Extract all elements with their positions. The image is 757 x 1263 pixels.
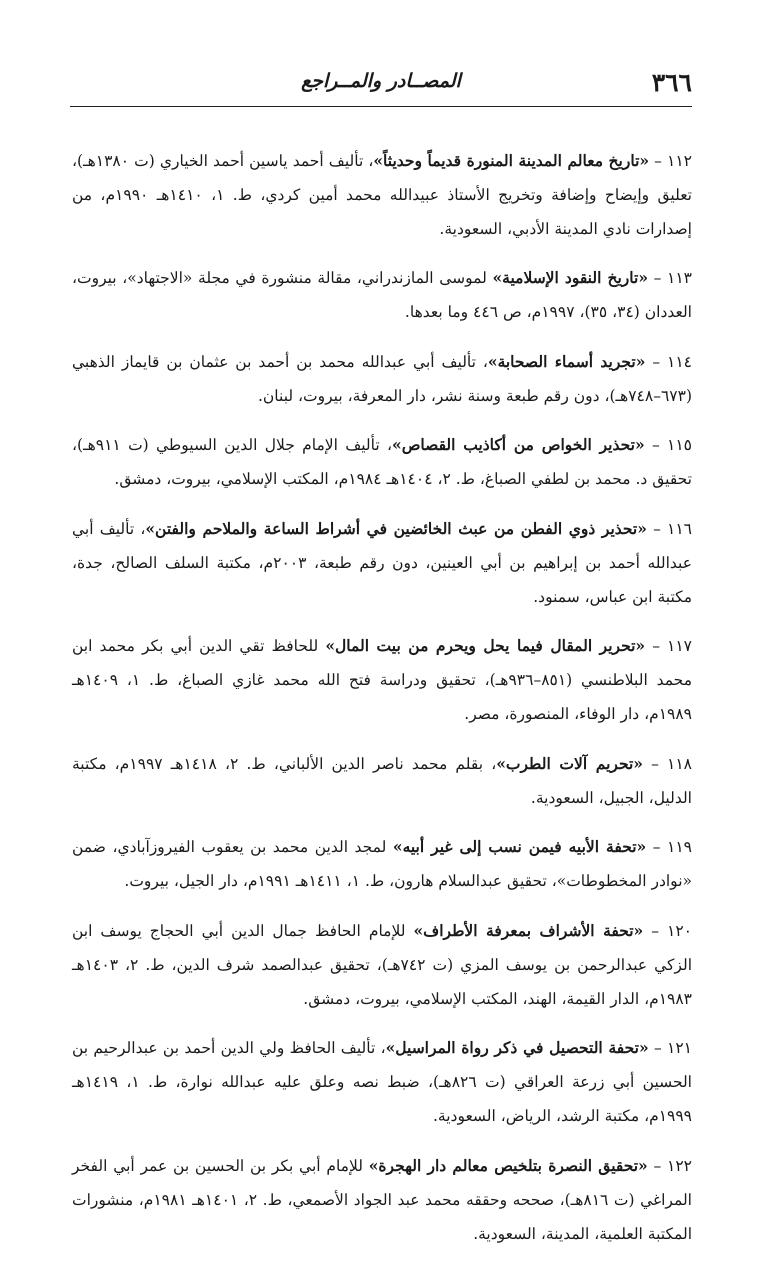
page-number: ٣٦٦ xyxy=(651,68,692,97)
running-title: المصــادر والمــراجع xyxy=(301,70,461,92)
bibliography-entry: ١٢٠ – «تحفة الأشراف بمعرفة الأطراف» للإمام الحافظ جمال الدين أبي الحجاج يوسف ابن الزكي عبدالرحمن بن يوسف المزي (ت ٧٤٢هـ)، تحقيق عبدالصمد شرف الدين، ط. ٢، ١٤٠٣هـ ١٩٨٣م، الدار القيمة، الهند، المكتب الإسلامي، بيروت، دمشق. xyxy=(72,920,692,1008)
entry-details: ، تأليف أبي عبدالله أحمد بن إبراهيم بن أبي العينين، دون رقم طبعة، ٢٠٠٣م، مكتبة السلف الصالح، جدة، مكتبة ابن عباس، سمنود. xyxy=(72,519,692,606)
entry-details: ، بقلم محمد ناصر الدين الألباني، ط. ٢، ١٤١٨هـ ١٩٩٧م، مكتبة الدليل، الجبيل، السعودية. xyxy=(72,754,692,807)
entry-title: «تاريخ معالم المدينة المنورة قديماً وحديثاً» xyxy=(373,150,650,170)
bibliography-entry: ١١٤ – «تجريد أسماء الصحابة»، تأليف أبي عبدالله محمد بن أحمد بن عثمان بن قايماز الذهبي (٦٧٣–٧٤٨هـ)، دون رقم طبعة وسنة نشر، دار المعرفة، بيروت، لبنان. xyxy=(72,351,692,405)
entry-title: «تحذير الخواص من أكاذيب القصاص» xyxy=(392,435,645,454)
entry-details: لمجد الدين محمد بن يعقوب الفيروزآبادي، ضمن «نوادر المخطوطات»، تحقيق عبدالسلام هارون، ط. ١، ١٤١١هـ ١٩٩١م، دار الجيل، بيروت. xyxy=(72,838,692,890)
entry-title: «تحرير المقال فيما يحل ويحرم من بيت المال» xyxy=(325,636,646,655)
entry-details: ، تأليف أبي عبدالله محمد بن أحمد بن عثمان بن قايماز الذهبي (٦٧٣–٧٤٨هـ)، دون رقم طبعة وسنة نشر، دار المعرفة، بيروت، لبنان. xyxy=(72,352,692,405)
entry-title: «تحفة الأشراف بمعرفة الأطراف» xyxy=(413,920,644,940)
entry-number: ١١٣ xyxy=(667,269,693,287)
entry-title: «تجريد أسماء الصحابة» xyxy=(487,351,646,371)
bibliography-entry: ١١٨ – «تحريم آلات الطرب»، بقلم محمد ناصر الدين الألباني، ط. ٢، ١٤١٨هـ ١٩٩٧م، مكتبة الدليل، الجبيل، السعودية. xyxy=(72,753,693,807)
entry-details: للإمام الحافظ جمال الدين أبي الحجاج يوسف ابن الزكي عبدالرحمن بن يوسف المزي (ت ٧٤٢هـ)، تحقيق عبدالصمد شرف الدين، ط. ٢، ١٤٠٣هـ ١٩٨٣م، الدار القيمة، الهند، المكتب الإسلامي، بيروت، دمشق. xyxy=(72,921,692,1008)
entry-number: ١١٤ xyxy=(667,352,692,371)
entry-number: ١١٥ xyxy=(667,436,693,454)
bibliography-entry: ١٢٢ – «تحقيق النصرة بتلخيص معالم دار الهجرة» للإمام أبي بكر بن الحسين بن عمر أبي الفخر المراغي (ت ٨١٦هـ)، صححه وحققه محمد عبد الجواد الأصمعي، ط. ٢، ١٤٠١هـ ١٩٨١م، منشورات المكتبة العلمية، المدينة، السعودية. xyxy=(72,1155,692,1243)
entry-details: ، تأليف الحافظ ولي الدين أحمد بن عبدالرحيم بن الحسين أبي زرعة العراقي (ت ٨٢٦هـ)، ضبط نصه وعلق عليه عبدالله نوارة، ط. ١، ١٤١٩هـ ١٩٩٩م، مكتبة الرشد، الرياض، السعودية. xyxy=(72,1039,692,1125)
bibliography-entry: ١١٢ – «تاريخ معالم المدينة المنورة قديماً وحديثاً»، تأليف أحمد ياسين أحمد الخياري (ت ١٣٨٠هـ)، تعليق وإيضاح وإضافة وتخريج الأستاذ عبيدالله محمد أمين كردي، ط. ١، ١٤١٠هـ ١٩٩٠م، من إصدارات نادي المدينة الأدبي، السعودية. xyxy=(72,150,693,238)
bibliography-entry: ١١٣ – «تاريخ النقود الإسلامية» لموسى المازندراني، مقالة منشورة في مجلة «الاجتهاد»، بيروت، العددان (٣٤، ٣٥)، ١٩٩٧م، ص ٤٤٦ وما بعدها. xyxy=(72,268,693,321)
entry-title: «تاريخ النقود الإسلامية» xyxy=(492,268,649,287)
entry-number: ١١٧ xyxy=(667,637,692,655)
entry-number: ١٢٢ xyxy=(667,1156,692,1175)
entry-details: لموسى المازندراني، مقالة منشورة في مجلة «الاجتهاد»، بيروت، العددان (٣٤، ٣٥)، ١٩٩٧م، ص ٤٤٦ وما بعدها. xyxy=(72,269,692,321)
page-header xyxy=(70,66,692,107)
entry-number: ١٢١ xyxy=(667,1039,692,1057)
entry-title: «تحريم آلات الطرب» xyxy=(496,753,643,773)
entry-title: «تحفة الأبيه فيمن نسب إلى غير أبيه» xyxy=(392,837,647,856)
entry-title: «تحذير ذوي الفطن من عبث الخائضين في أشراط الساعة والملاحم والفتن» xyxy=(145,518,647,538)
entry-title: «تحقيق النصرة بتلخيص معالم دار الهجرة» xyxy=(368,1155,648,1175)
entry-number: ١١٢ xyxy=(667,151,693,170)
entry-number: ١١٨ xyxy=(667,754,693,773)
entry-details: للحافظ تقي الدين أبي بكر محمد ابن محمد البلاطنسي (٨٥١–٩٣٦هـ)، تحقيق ودراسة فتح الله محمد غازي الصباغ، ط. ١، ١٤٠٩هـ ١٩٨٩م، دار الوفاء، المنصورة، مصر. xyxy=(72,637,692,723)
bibliography-list xyxy=(72,128,692,1263)
entry-number: ١١٦ xyxy=(667,519,692,538)
entry-details: ، تأليف الإمام جلال الدين السيوطي (ت ٩١١هـ)، تحقيق د. محمد بن لطفي الصباغ، ط. ٢، ١٤٠٤هـ ١٩٨٤م، المكتب الإسلامي، بيروت، دمشق. xyxy=(72,436,692,488)
bibliography-entry: ١٢١ – «تحفة التحصيل في ذكر رواة المراسيل»، تأليف الحافظ ولي الدين أحمد بن عبدالرحيم بن الحسين أبي زرعة العراقي (ت ٨٢٦هـ)، ضبط نصه وعلق عليه عبدالله نوارة، ط. ١، ١٤١٩هـ ١٩٩٩م، مكتبة الرشد، الرياض، السعودية. xyxy=(72,1038,692,1125)
entry-details: للإمام أبي بكر بن الحسين بن عمر أبي الفخر المراغي (ت ٨١٦هـ)، صححه وحققه محمد عبد الجواد الأصمعي، ط. ٢، ١٤٠١هـ ١٩٨١م، منشورات المكتبة العلمية، المدينة، السعودية. xyxy=(72,1156,692,1243)
entry-number: ١٢٠ xyxy=(667,921,692,940)
entry-title: «تحفة التحصيل في ذكر رواة المراسيل» xyxy=(385,1038,649,1057)
entry-details: ، تأليف أحمد ياسين أحمد الخياري (ت ١٣٨٠هـ)، تعليق وإيضاح وإضافة وتخريج الأستاذ عبيدالله محمد أمين كردي، ط. ١، ١٤١٠هـ ١٩٩٠م، من إصدارات نادي المدينة الأدبي، السعودية. xyxy=(72,151,692,238)
bibliography-entry: ١١٧ – «تحرير المقال فيما يحل ويحرم من بيت المال» للحافظ تقي الدين أبي بكر محمد ابن محمد البلاطنسي (٨٥١–٩٣٦هـ)، تحقيق ودراسة فتح الله محمد غازي الصباغ، ط. ١، ١٤٠٩هـ ١٩٨٩م، دار الوفاء، المنصورة، مصر. xyxy=(72,636,692,723)
bibliography-entry: ١١٦ – «تحذير ذوي الفطن من عبث الخائضين في أشراط الساعة والملاحم والفتن»، تأليف أبي عبدالله أحمد بن إبراهيم بن أبي العينين، دون رقم طبعة، ٢٠٠٣م، مكتبة السلف الصالح، جدة، مكتبة ابن عباس، سمنود. xyxy=(72,518,692,606)
bibliography-entry: ١١٩ – «تحفة الأبيه فيمن نسب إلى غير أبيه» لمجد الدين محمد بن يعقوب الفيروزآبادي، ضمن «نوادر المخطوطات»، تحقيق عبدالسلام هارون، ط. ١، ١٤١١هـ ١٩٩١م، دار الجيل، بيروت. xyxy=(72,837,692,890)
bibliography-entry: ١١٥ – «تحذير الخواص من أكاذيب القصاص»، تأليف الإمام جلال الدين السيوطي (ت ٩١١هـ)، تحقيق د. محمد بن لطفي الصباغ، ط. ٢، ١٤٠٤هـ ١٩٨٤م، المكتب الإسلامي، بيروت، دمشق. xyxy=(72,435,693,488)
entry-number: ١١٩ xyxy=(667,838,692,856)
